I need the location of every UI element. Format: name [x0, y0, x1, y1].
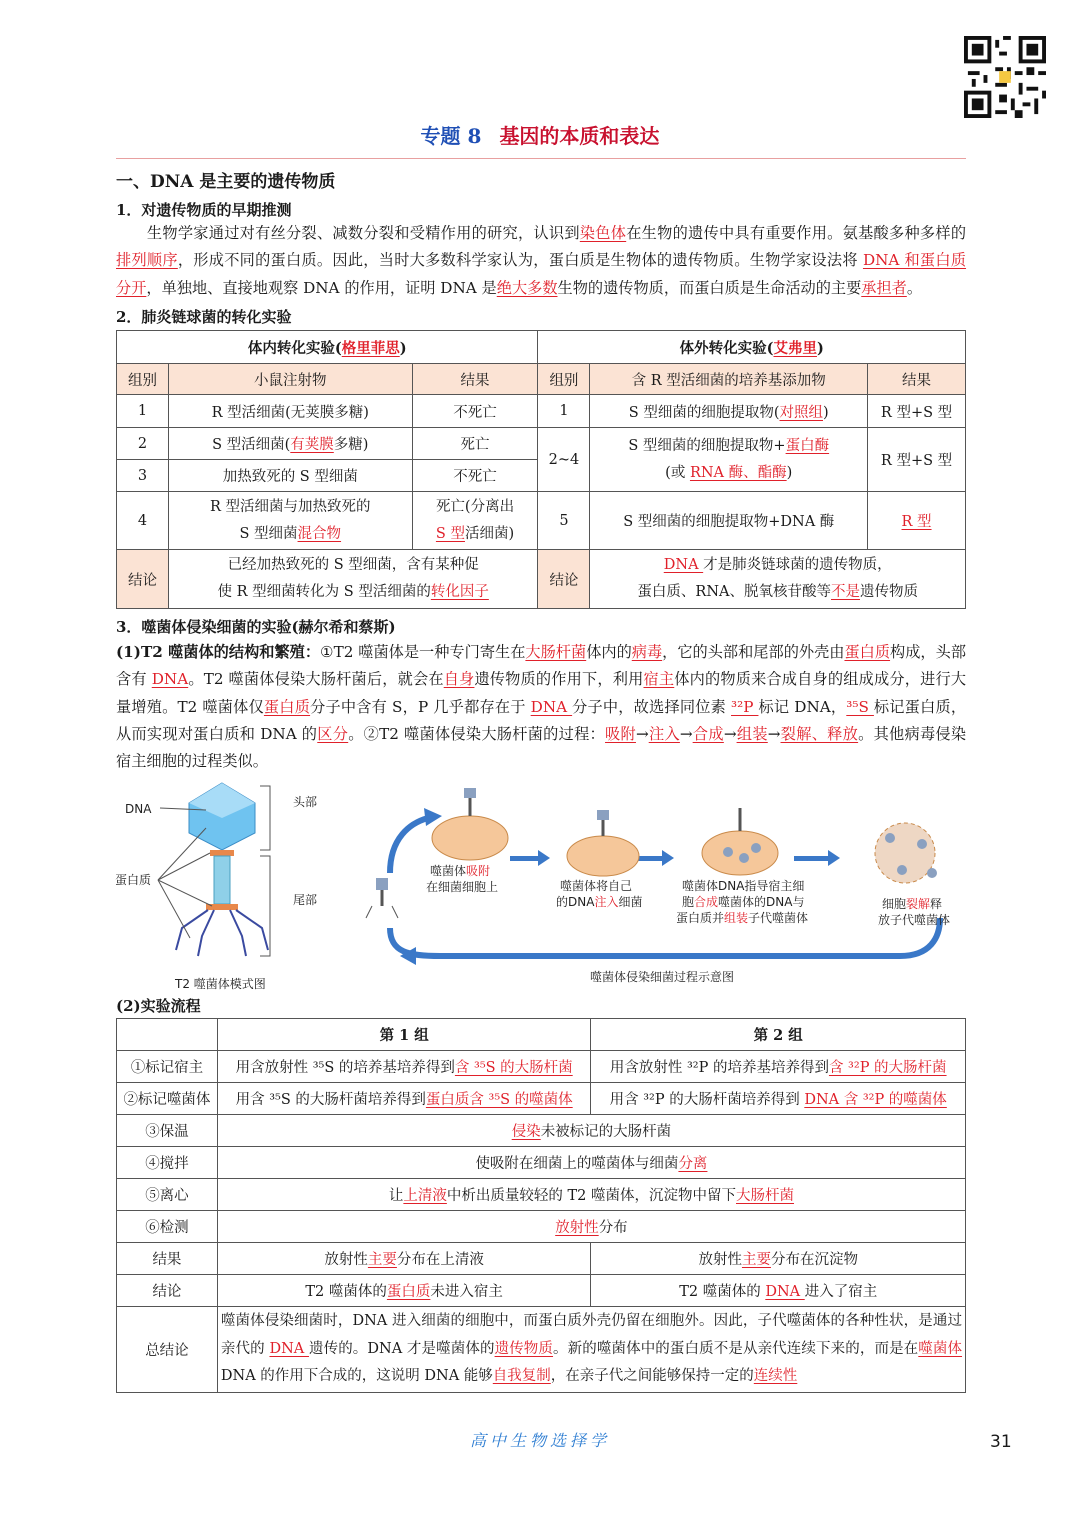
svg-text:的DNA注入细菌: 的DNA注入细菌 [556, 895, 643, 909]
highlighted-term: 宿主 [643, 670, 675, 689]
phage-figure [110, 778, 970, 998]
highlighted-term: 遗传物质 [494, 1340, 554, 1357]
text-run: 遗传物质的作用下，利用 [474, 670, 644, 689]
label-head: 头部 [293, 795, 318, 809]
table-row: ③保温 侵染未被标记的大肠杆菌 [117, 1115, 966, 1147]
text-run: ，它的头部和尾部的外壳由 [662, 643, 845, 661]
svg-text:噬菌体将自己: 噬菌体将自己 [560, 879, 633, 893]
text-run: 标记蛋白质，从而实现对蛋白质和 DNA 的 [116, 697, 967, 743]
label-dna: DNA [125, 802, 152, 816]
model-caption: T2 噬菌体模式图 [175, 977, 266, 991]
highlighted-term: 大肠杆菌 [525, 643, 587, 661]
label-tail: 尾部 [293, 893, 318, 907]
highlighted-term: 自身 [443, 670, 475, 689]
transformation-table [116, 330, 966, 609]
in-vitro-header: 体外转化实验(艾弗里) [538, 331, 966, 364]
text-run: ，单独地、直接地观察 DNA 的作用，证明 DNA 是 [146, 278, 497, 297]
table-row: ①标记宿主 用含放射性 ³⁵S 的培养基培养得到含 ³⁵S 的大肠杆菌 用含放射性 ³²P 的培养基培养得到含 ³²P 的大肠杆菌 [117, 1051, 966, 1083]
text-run: 生物学家通过对有丝分裂、减数分裂和受精作用的研究，认识到 [116, 224, 580, 242]
text-run: 。其他病毒侵染宿主细胞的过程类似。 [116, 724, 967, 771]
procedure-table: 第 1 组 第 2 组 ①标记宿主 用含放射性 ³⁵S 的培养基培养得到含 ³⁵S 的大肠杆菌 用含放射性 ³²P 的培养基培养得到含 ³²P 的大肠杆菌 ②标记噬菌体 用含 ³⁵S 的大肠杆菌培养得到蛋白质含 ³⁵S 的噬菌体 用含 ³²P 的大肠杆菌培养得到 DNA 含 ³²P 的噬菌体 ③保温 侵染未被标记的大肠杆菌 ④搅拌 使吸附在细菌上的噬菌体与细菌分离 ⑤离心 让上清液中析出质量较轻的 T2 噬菌体，沉淀物中留下大肠杆菌 ⑥检测 放射性分布 结果 放射性主要分布在上清液 放射性主要分布在沉淀物 结论 T2 噬菌体的蛋白质未进入宿主 T2 噬菌体的 DNA 进入了宿主 总结论 噬菌体侵染细菌时，DNA 进入细菌的细胞中，而蛋白质外壳仍留在细胞外。因此，子代噬菌体的各种性状，是通过亲代的 DNA 遗传的。DNA 才是噬菌体的遗传物质。新的噬菌体中的蛋白质不是从亲代连续下来的，而是在噬菌体 DNA 的作用下合成的，这说明 DNA 能够自我复制，在亲子代之间能够保持一定的连续性 [116, 1018, 966, 1393]
conclusion-row: 结论 已经加热致死的 S 型细菌，含有某种促 使 R 型细菌转化为 S 型活细菌的转化因子 结论 DNA 才是肺炎链球菌的遗传物质， 蛋白质、RNA、脱氧核苷酸等不是遗传物质 [117, 550, 966, 609]
text-run: 。 [906, 278, 922, 297]
text-run: 体内的 [586, 643, 632, 661]
page-title: 专题 8 基因的本质和表达 [420, 124, 660, 148]
table-row: ⑤离心 让上清液中析出质量较轻的 T2 噬菌体，沉淀物中留下大肠杆菌 [117, 1179, 966, 1211]
text-run: ，在亲子代之间能够保持一定的 [550, 1368, 754, 1385]
phage-model [115, 783, 317, 991]
text-run: 在生物的遗传中具有重要作用。氨基酸多种多样的 [626, 224, 967, 242]
subheading-phage: 3．噬菌体侵染细菌的实验(赫尔希和蔡斯) [116, 618, 396, 636]
table-row: 4 R 型活细菌与加热致死的 S 型细菌混合物 死亡(分离出 S 型活细菌) 5 S 型细菌的细胞提取物+DNA 酶 R 型 [117, 492, 966, 550]
highlighted-term: 染色体 [579, 224, 627, 242]
svg-text:细胞裂解释: 细胞裂解释 [882, 897, 943, 911]
highlighted-term: DNA [530, 697, 573, 716]
table-row: 结果 放射性主要分布在上清液 放射性主要分布在沉淀物 [117, 1243, 966, 1275]
highlighted-term: 蛋白质 [263, 697, 311, 716]
table-row: 3 加热致死的 S 型细菌 不死亡 [117, 460, 966, 492]
highlighted-term: DNA 和蛋白质分开 [116, 251, 967, 297]
table-row: ④搅拌 使吸附在细菌上的噬菌体与细菌分离 [117, 1147, 966, 1179]
paragraph-early-hypothesis [116, 220, 966, 302]
text-run: 生物的遗传物质，而蛋白质是生命活动的主要 [557, 278, 862, 297]
highlighted-term: 合成 [692, 724, 724, 743]
text-run: → [767, 724, 781, 743]
highlighted-term: 区分 [317, 724, 349, 743]
highlighted-term: 承担者 [861, 278, 907, 297]
subheading-transformation: 2．肺炎链球菌的转化实验 [116, 308, 292, 326]
highlighted-term: 组装 [736, 724, 768, 743]
highlighted-term: 注入 [648, 724, 680, 743]
highlighted-term: ³²P [731, 697, 759, 716]
highlighted-term: 蛋白质 [844, 643, 891, 661]
text-run: DNA 的作用下合成的，这说明 DNA 能够 [220, 1368, 493, 1385]
table-header-row: 组别 小鼠注射物 结果 组别 含 R 型活细菌的培养基添加物 结果 [117, 364, 966, 395]
table-row: 结论 T2 噬菌体的蛋白质未进入宿主 T2 噬菌体的 DNA 进入了宿主 [117, 1275, 966, 1307]
page-number: 31 [990, 1432, 1012, 1452]
in-vivo-header: 体内转化实验(格里菲思) [117, 331, 538, 364]
text-run: 。新的噬菌体中的蛋白质不是从亲代连续下来的，而是在 [553, 1340, 919, 1357]
highlighted-term: 病毒 [631, 643, 663, 661]
text-run: (1)T2 噬菌体的结构和繁殖： [116, 643, 321, 661]
process-caption: 噬菌体侵染细菌过程示意图 [590, 970, 735, 984]
text-run: ①T2 噬菌体是一种专门寄生在 [320, 643, 526, 661]
text-run: 体内的物质来合成自身的组成成分，进行大量增殖。T2 噬菌体仅 [116, 670, 967, 716]
text-run: 构成，头部含有 [116, 643, 967, 689]
highlighted-term: 自我复制 [492, 1368, 551, 1385]
text-run: ，形成不同的蛋白质。因此，当时大多数科学家认为，蛋白质是生物体的遗传物质。生物学家设法将 [177, 251, 863, 270]
text-run: 分子中含有 S，P 几乎都存在于 [310, 697, 531, 716]
highlighted-term: DNA [151, 670, 189, 689]
svg-text:放子代噬菌体: 放子代噬菌体 [878, 913, 951, 927]
subheading-procedure: (2)实验流程 [116, 997, 201, 1015]
table-row: ②标记噬菌体 用含 ³⁵S 的大肠杆菌培养得到蛋白质含 ³⁵S 的噬菌体 用含 ³²P 的大肠杆菌培养得到 DNA 含 ³²P 的噬菌体 [117, 1083, 966, 1115]
highlighted-term: 排列顺序 [116, 251, 178, 270]
label-protein: 蛋白质 [115, 873, 152, 887]
highlighted-term: DNA [269, 1340, 309, 1357]
highlighted-term: 吸附 [605, 724, 636, 743]
highlighted-term: ³⁵S [846, 697, 874, 716]
section-heading: 一、DNA 是主要的遗传物质 [116, 172, 336, 192]
highlighted-term: 噬菌体 [918, 1340, 963, 1357]
text-run: → [635, 724, 649, 743]
highlighted-term: 绝大多数 [496, 278, 558, 297]
text-run: 标记 DNA， [758, 697, 847, 716]
paragraph-phage [116, 639, 966, 775]
svg-text:蛋白质并组装子代噬菌体: 蛋白质并组装子代噬菌体 [676, 911, 809, 925]
title-divider [116, 158, 966, 159]
table-row: 1 R 型活细菌(无荚膜多糖) 不死亡 1 S 型细菌的细胞提取物(对照组) R 型+S 型 [117, 395, 966, 428]
text-run: → [723, 724, 737, 743]
svg-text:胞合成噬菌体的DNA与: 胞合成噬菌体的DNA与 [682, 895, 805, 909]
svg-text:在细菌细胞上: 在细菌细胞上 [426, 880, 499, 894]
text-run: → [679, 724, 693, 743]
text-run: 分子中，故选择同位素 [572, 697, 732, 716]
text-run: 。②T2 噬菌体侵染大肠杆菌的过程： [348, 724, 606, 743]
table-row: 2 S 型活细菌(有荚膜多糖) 死亡 2~4 S 型细菌的细胞提取物+蛋白酶 (或 RNA 酶、酯酶) R 型+S 型 [117, 428, 966, 460]
subheading-early-hypothesis: 1．对遗传物质的早期推测 [116, 201, 292, 219]
highlighted-term: 裂解、释放 [780, 724, 859, 743]
text-run: 噬菌体侵染细菌时，DNA 进入细菌的细胞中，而蛋白质外壳仍留在细胞外。因此，子代噬菌体的各种性状，是通过亲代的 [220, 1313, 962, 1357]
summary-row: 总结论 噬菌体侵染细菌时，DNA 进入细菌的细胞中，而蛋白质外壳仍留在细胞外。因此，子代噬菌体的各种性状，是通过亲代的 DNA 遗传的。DNA 才是噬菌体的遗传物质。新的噬菌体中的蛋白质不是从亲代连续下来的，而是在噬菌体 DNA 的作用下合成的，这说明 DNA 能够自我复制，在亲子代之间能够保持一定的连续性 [117, 1307, 966, 1393]
svg-text:噬菌体DNA指导宿主细: 噬菌体DNA指导宿主细 [682, 879, 805, 893]
qr-code [964, 36, 1046, 118]
footer-brand: 高中生物选择学 [469, 1431, 610, 1450]
text-run: 遗传的。DNA 才是噬菌体的 [308, 1340, 495, 1357]
svg-text:噬菌体吸附: 噬菌体吸附 [430, 864, 491, 878]
table-row: ⑥检测 放射性分布 [117, 1211, 966, 1243]
text-run: 。T2 噬菌体侵染大肠杆菌后，就会在 [188, 670, 444, 689]
highlighted-term: 连续性 [753, 1368, 798, 1385]
